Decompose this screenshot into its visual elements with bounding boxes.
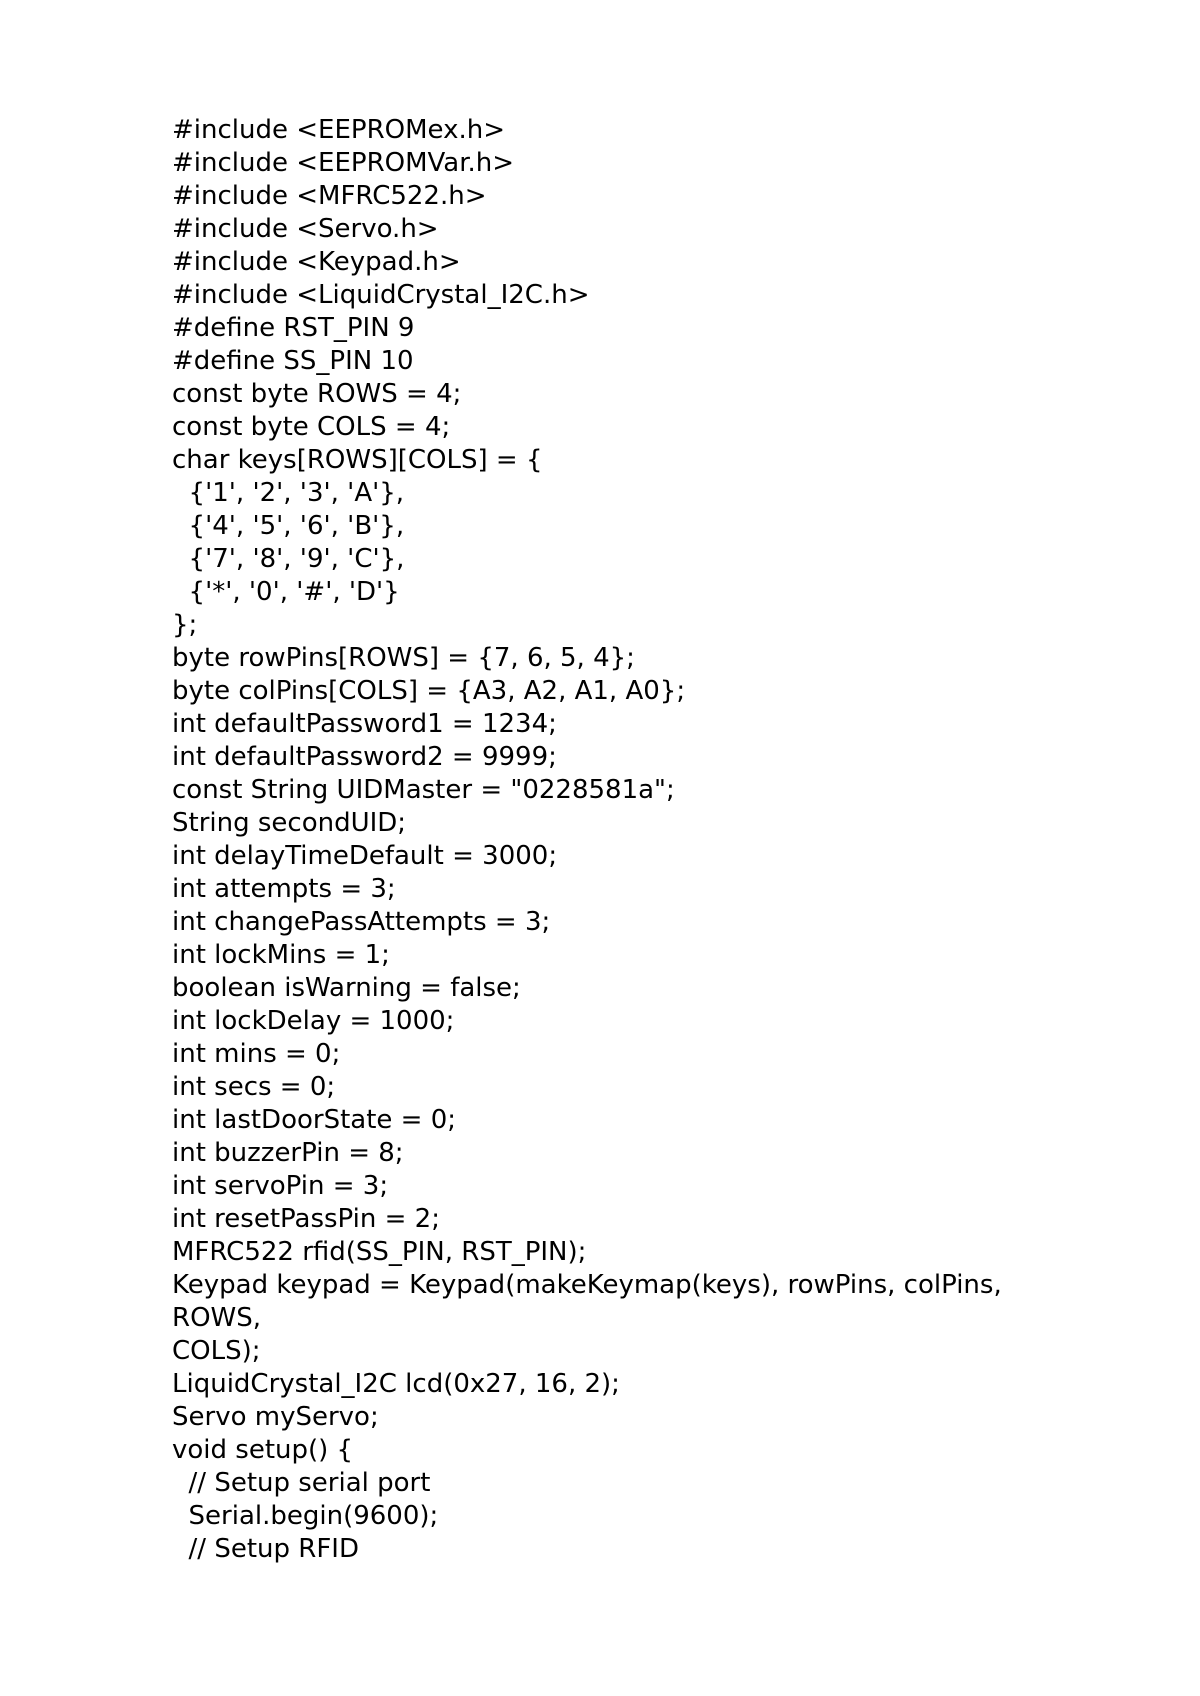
code-line: const byte COLS = 4; xyxy=(172,412,451,442)
code-line: int secs = 0; xyxy=(172,1072,336,1102)
code-line: // Setup RFID xyxy=(172,1534,359,1564)
code-line: {'4', '5', '6', 'B'}, xyxy=(172,511,405,541)
code-line: int defaultPassword2 = 9999; xyxy=(172,742,557,772)
code-line: int lastDoorState = 0; xyxy=(172,1105,457,1135)
code-line: Serial.begin(9600); xyxy=(172,1501,439,1531)
code-line: {'7', '8', '9', 'C'}, xyxy=(172,544,405,574)
code-line: COLS); xyxy=(172,1336,261,1366)
code-line: #include <Keypad.h> xyxy=(172,247,461,277)
code-line: // Setup serial port xyxy=(172,1468,431,1498)
code-line: void setup() { xyxy=(172,1435,354,1465)
code-line: boolean isWarning = false; xyxy=(172,973,521,1003)
code-line: #define SS_PIN 10 xyxy=(172,346,414,376)
code-line: MFRC522 rfid(SS_PIN, RST_PIN); xyxy=(172,1237,587,1267)
code-line: byte colPins[COLS] = {A3, A2, A1, A0}; xyxy=(172,676,686,706)
code-line: int lockDelay = 1000; xyxy=(172,1006,455,1036)
code-line: int delayTimeDefault = 3000; xyxy=(172,841,558,871)
code-line: #include <EEPROMVar.h> xyxy=(172,148,515,178)
code-line: {'*', '0', '#', 'D'} xyxy=(172,577,400,607)
code-line: #define RST_PIN 9 xyxy=(172,313,415,343)
code-line: }; xyxy=(172,610,198,640)
code-line: #include <EEPROMex.h> xyxy=(172,115,505,145)
code-line: ROWS, xyxy=(172,1303,262,1333)
code-line: {'1', '2', '3', 'A'}, xyxy=(172,478,405,508)
code-line: int defaultPassword1 = 1234; xyxy=(172,709,557,739)
code-line: const byte ROWS = 4; xyxy=(172,379,462,409)
code-line: int buzzerPin = 8; xyxy=(172,1138,404,1168)
code-line: int attempts = 3; xyxy=(172,874,396,904)
code-line: #include <MFRC522.h> xyxy=(172,181,487,211)
code-line: byte rowPins[ROWS] = {7, 6, 5, 4}; xyxy=(172,643,635,673)
code-line: const String UIDMaster = "0228581a"; xyxy=(172,775,675,805)
code-listing xyxy=(172,114,1172,1566)
code-line: Keypad keypad = Keypad(makeKeymap(keys), rowPins, colPins, xyxy=(172,1270,1002,1300)
code-line: int changePassAttempts = 3; xyxy=(172,907,551,937)
code-line: char keys[ROWS][COLS] = { xyxy=(172,445,543,475)
code-line: int mins = 0; xyxy=(172,1039,341,1069)
code-line: Servo myServo; xyxy=(172,1402,379,1432)
code-line: String secondUID; xyxy=(172,808,407,838)
code-line: int lockMins = 1; xyxy=(172,940,390,970)
code-line: int servoPin = 3; xyxy=(172,1171,389,1201)
code-line: int resetPassPin = 2; xyxy=(172,1204,440,1234)
code-line: #include <Servo.h> xyxy=(172,214,439,244)
code-line: LiquidCrystal_I2C lcd(0x27, 16, 2); xyxy=(172,1369,620,1399)
code-line: #include <LiquidCrystal_I2C.h> xyxy=(172,280,590,310)
